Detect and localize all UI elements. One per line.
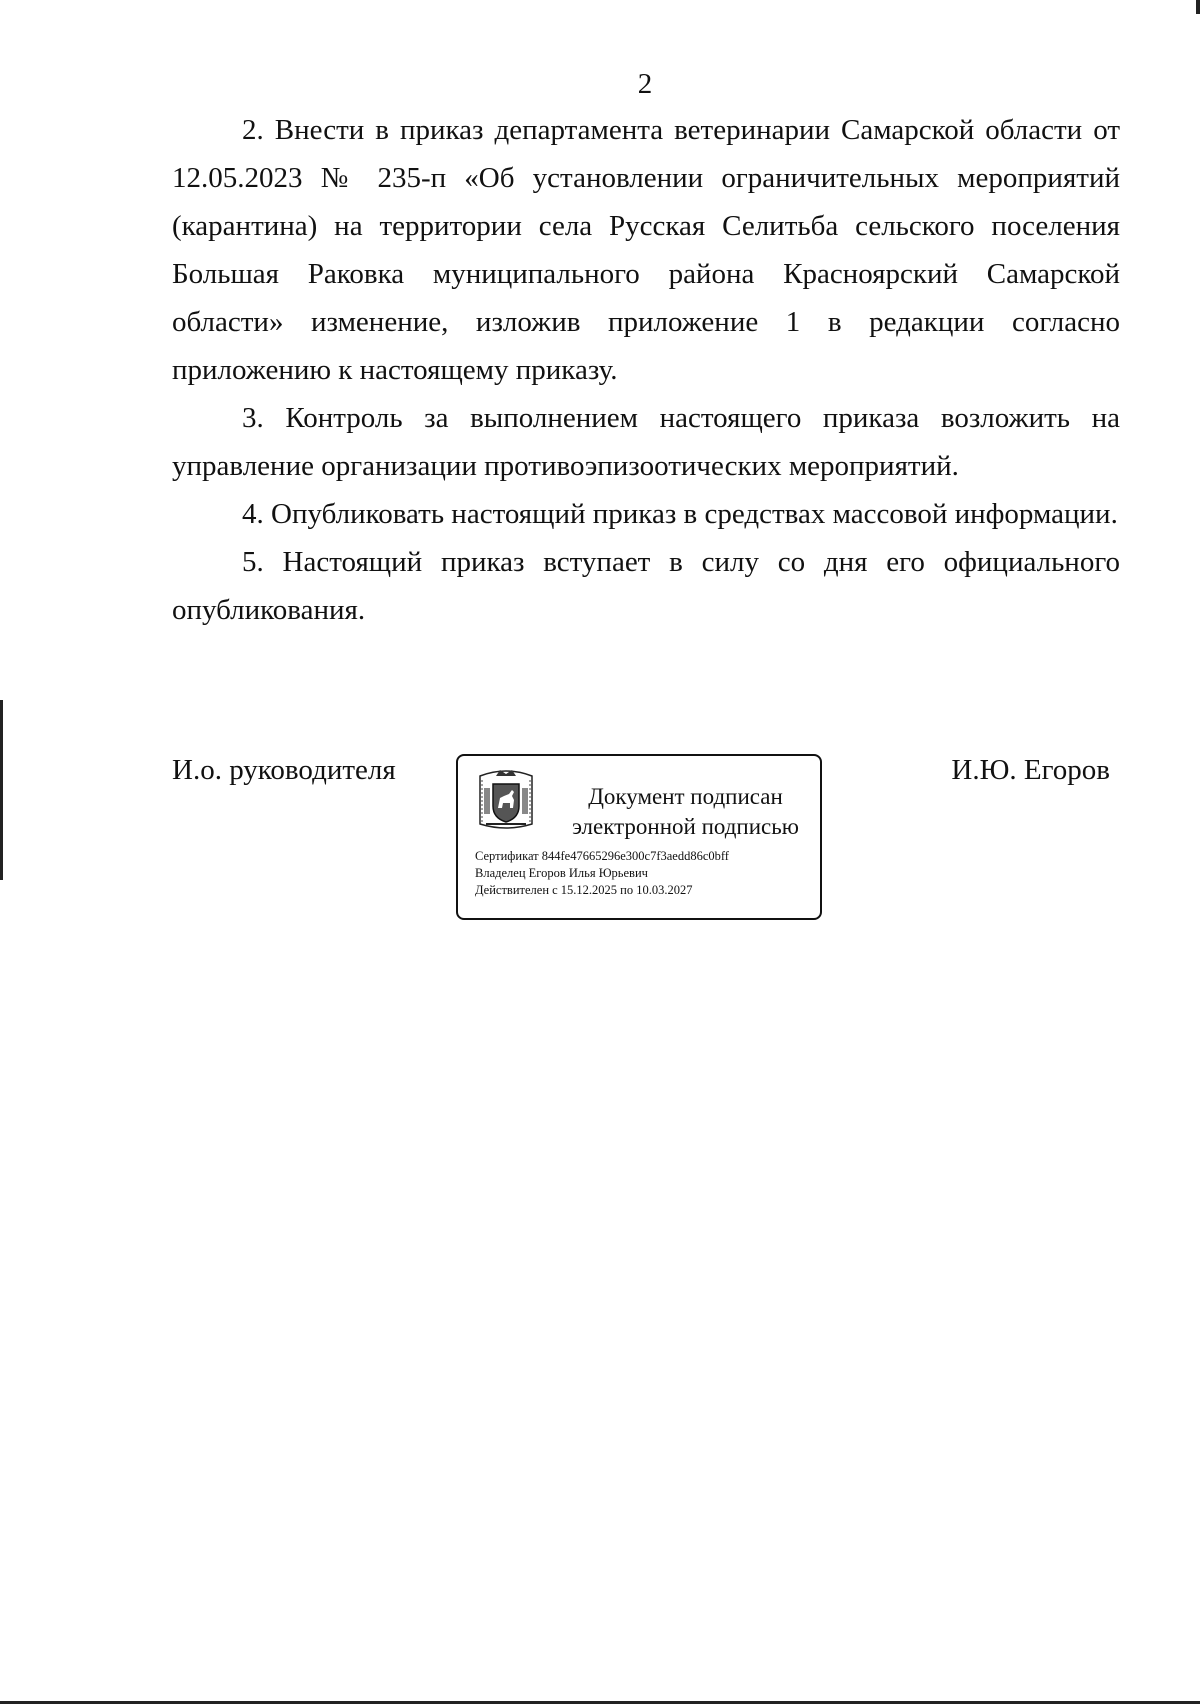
signature-stamp-title [558, 782, 813, 842]
paragraph-4: 4. Опубликовать настоящий приказ в средствах массовой информации. [242, 498, 1118, 530]
signature-validity: Действителен с 15.12.2025 по 10.03.2027 [475, 883, 693, 897]
electronic-signature-stamp [456, 754, 822, 920]
signature-stamp-details [475, 848, 729, 899]
signer-position: И.о. руководителя [172, 754, 396, 786]
signer-name: И.Ю. Егоров [951, 754, 1110, 786]
signature-owner: Владелец Егоров Илья Юрьевич [475, 866, 648, 880]
signature-certificate: Сертификат 844fe47665296e300c7f3aedd86c0bff [475, 849, 729, 863]
paragraph-2: 2. Внести в приказ департамента ветеринарии Самарской области от 12.05.2023 № 235-п «Об установлении ограничительных мероприятий (карантина) на территории села Русская Селитьба сельского поселения Большая Раковка муниципального района Красноярский Самарской области» изменение, изложив приложение 1 в редакции согласно приложению к настоящему приказу. [172, 114, 1120, 386]
paragraph-3: 3. Контроль за выполнением настоящего приказа возложить на управление организации противоэпизоотических мероприятий. [172, 402, 1120, 482]
signature-stamp-title-line1: Документ подписан [588, 784, 783, 809]
samara-region-coat-of-arms-icon [476, 766, 536, 832]
signature-stamp-title-line2: электронной подписью [572, 814, 799, 839]
page-number: 2 [637, 68, 653, 100]
paragraph-5: 5. Настоящий приказ вступает в силу со дня его официального опубликования. [172, 546, 1120, 626]
document-body [172, 106, 1120, 634]
scan-edge-left [0, 700, 3, 880]
scan-edge-top-right [1196, 0, 1200, 14]
